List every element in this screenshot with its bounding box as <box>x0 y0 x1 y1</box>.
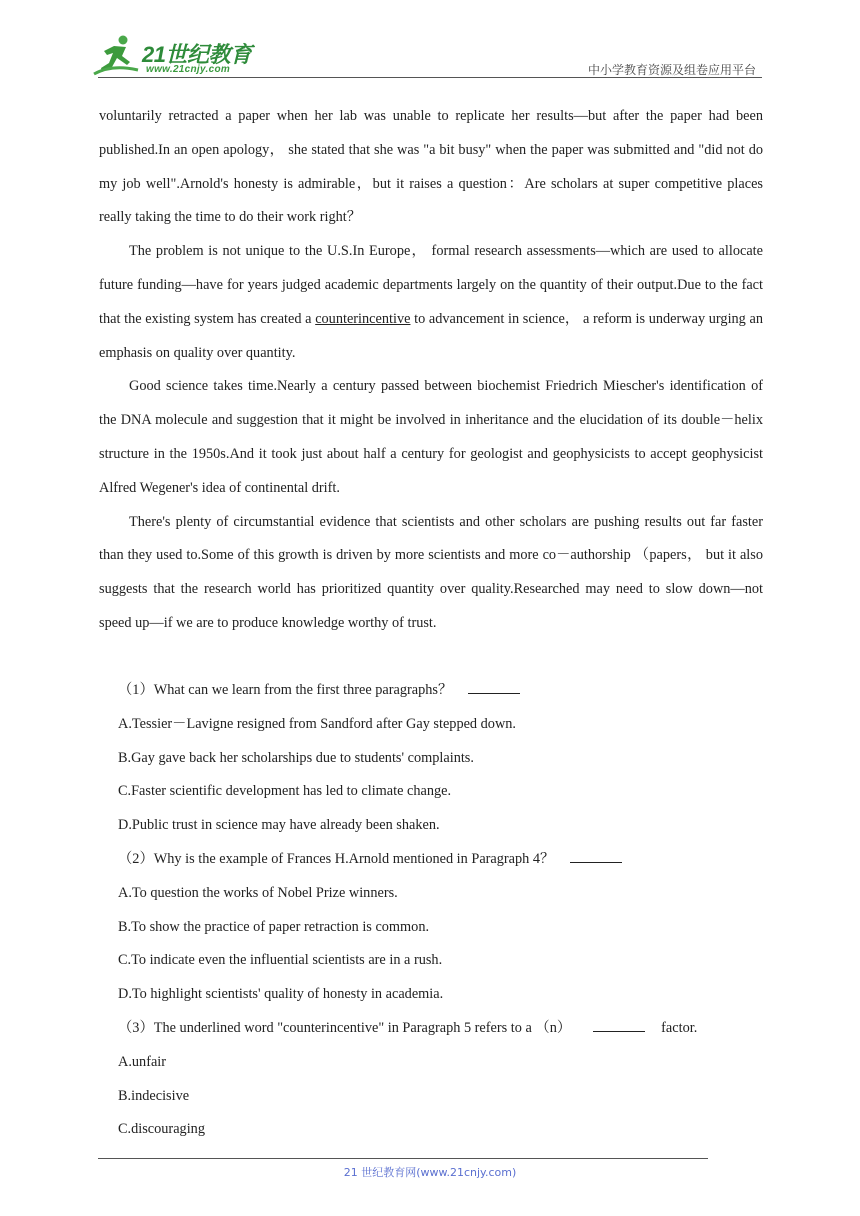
q2-option-c: C.To indicate even the influential scientists are in a rush. <box>118 952 443 969</box>
site-logo <box>92 34 262 78</box>
question-2-text: （2）Why is the example of Frances H.Arnold mentioned in Paragraph 4？ <box>118 850 555 867</box>
header-platform-title: 中小学教育资源及组卷应用平台 <box>587 63 756 77</box>
q1-option-a: A.Tessier－Lavigne resigned from Sandford after Gay stepped down. <box>118 715 517 732</box>
q1-option-b: B.Gay gave back her scholarships due to students' complaints. <box>118 749 474 766</box>
q2-option-d: D.To highlight scientists' quality of honesty in academia. <box>118 986 444 1003</box>
question-3-stem <box>118 1012 758 1046</box>
answer-blank-1[interactable] <box>468 692 520 694</box>
page-header <box>0 0 860 80</box>
question-1-text: （1）What can we learn from the first three paragraphs？ <box>118 682 453 698</box>
answer-blank-2[interactable] <box>570 861 622 863</box>
footer-link[interactable]: 21 世纪教育网(www.21cnjy.com) <box>343 1166 517 1179</box>
q1-option-c: C.Faster scientific development has led to climate change. <box>118 783 452 800</box>
p2-text-after: to advancement in science， a reform is underway urging an emphasis on quality over quantity. <box>99 310 763 361</box>
passage-paragraph-1: voluntarily retracted a paper when her lab was unable to replicate her results—but after the paper had been published.In an open apology， she stated that she was "a bit busy" when the paper was submitted and "did not do my job well".Arnold's honesty is admirable，but it raises a question：Are scholars at super competitive places really taking the time to do their work right？ <box>99 108 763 226</box>
question-1-stem <box>118 674 758 708</box>
question-2-stem <box>118 843 758 877</box>
q3-option-b: B.indecisive <box>118 1087 190 1104</box>
q1-option-d: D.Public trust in science may have already been shaken. <box>118 817 440 834</box>
question-3-text-after: factor. <box>661 1019 698 1036</box>
passage-paragraph-4: There's plenty of circumstantial evidence that scientists and other scholars are pushing results out far faster than they used to.Some of this growth is driven by more scientists and more co－authorship （papers， but it also suggests that the research world has prioritized quantity over quality.Researched may need to slow down—not speed up—if we are to produce knowledge worthy of trust. <box>99 513 763 631</box>
header-divider <box>98 77 762 78</box>
q3-option-a: A.unfair <box>118 1053 167 1070</box>
footer-divider <box>98 1158 708 1159</box>
passage-paragraph-3: Good science takes time.Nearly a century passed between biochemist Friedrich Miescher's identification of the DNA molecule and suggestion that it might be involved in inheritance and the elucidation of its double－helix structure in the 1950s.And it took just about half a century for geologist and geophysicists to accept geophysicist Alfred Wegener's idea of continental drift. <box>99 378 763 496</box>
question-list <box>118 674 758 1147</box>
p2-text-before: The problem is not unique to the U.S.In Europe， formal research assessments—which are used to allocate future funding—have for years judged academic departments largely on the quantity of their output.Due to the fact that the existing system has created a <box>99 243 763 327</box>
q2-option-b: B.To show the practice of paper retraction is common. <box>118 918 430 935</box>
runner-logo-icon <box>92 34 142 76</box>
answer-blank-3[interactable] <box>593 1030 645 1032</box>
underlined-word: counterincentive <box>315 310 411 327</box>
logo-url: www.21cnjy.com <box>146 64 231 75</box>
reading-passage <box>99 100 763 641</box>
passage-paragraph-2 <box>99 235 763 370</box>
q3-option-c: C.discouraging <box>118 1121 205 1138</box>
question-3-text: （3）The underlined word "counterincentive" in Paragraph 5 refers to a （n） <box>118 1019 572 1036</box>
logo-text: 21世纪教育 <box>142 42 252 67</box>
q2-option-a: A.To question the works of Nobel Prize winners. <box>118 884 398 901</box>
